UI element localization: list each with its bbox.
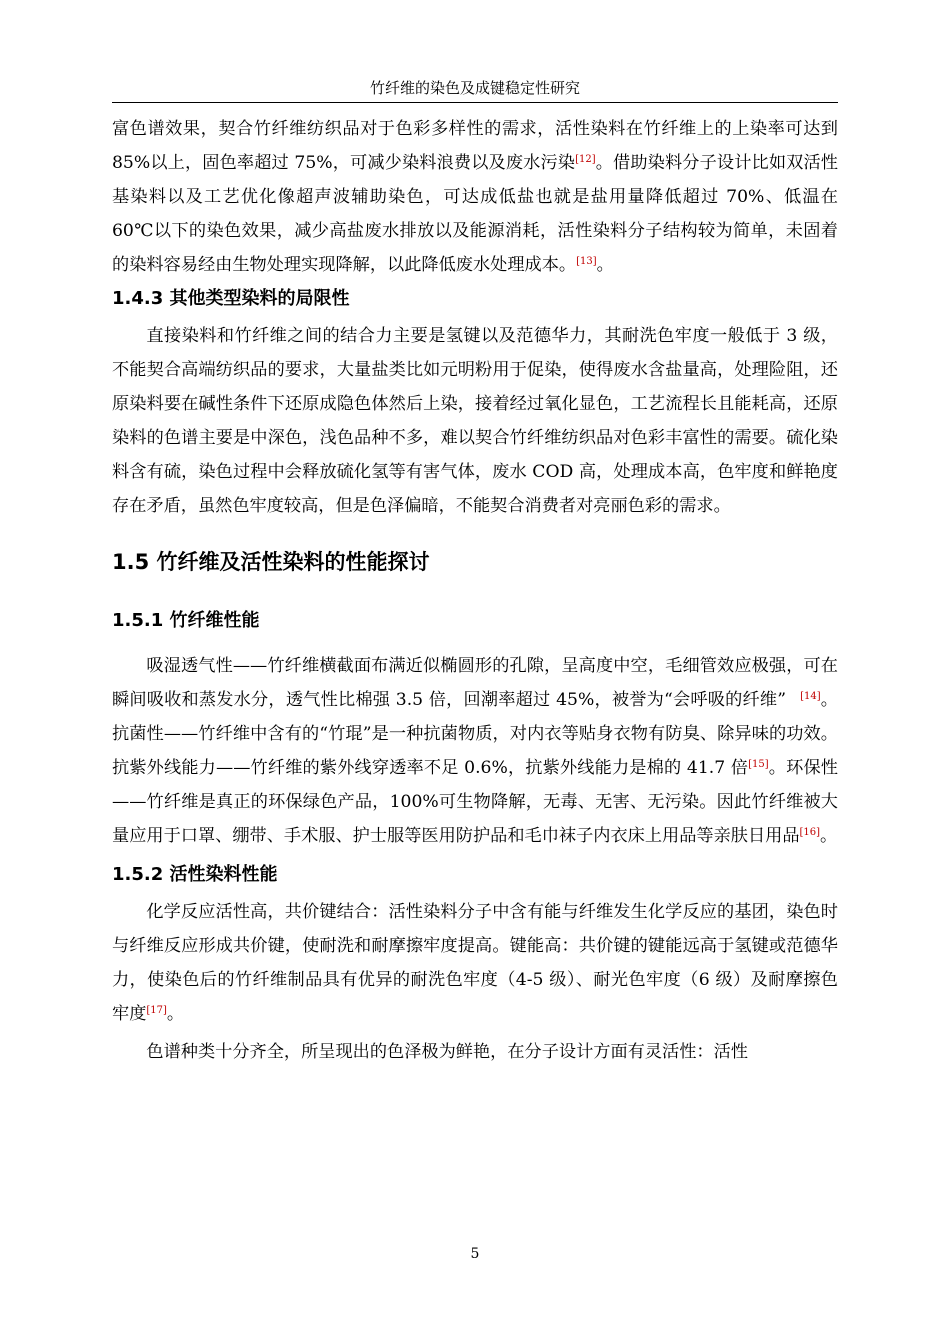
- heading-1-5: 1.5 竹纤维及活性染料的性能探讨: [112, 550, 430, 574]
- citation-15[interactable]: [15]: [748, 759, 769, 770]
- paragraph-intro: 富色谱效果，契合竹纤维纺织品对于色彩多样性的需求，活性染料在竹纤维上的上染率可达到 85%以上，固色率超过 75%，可减少染料浪费以及废水污染[12]。借助染料分子设计比如双活性基染料以及工艺优化像超声波辅助染色，可达成低盐也就是盐用量降低超过 70%、低温在 60℃以下的染色效果，减少高盐废水排放以及能源消耗，活性染料分子结构较为简单，未固着的染料容易经由生物处理实现降解，以此降低废水处理成本。[13]。: [112, 119, 838, 275]
- heading-1-4-3: 1.4.3 其他类型染料的局限性: [112, 288, 350, 309]
- citation-14[interactable]: [14]: [800, 691, 821, 702]
- header-rule: [112, 102, 838, 103]
- paragraph-1-4-3: 直接染料和竹纤维之间的结合力主要是氢键以及范德华力，其耐洗色牢度一般低于 3 级，不能契合高端纺织品的要求，大量盐类比如元明粉用于促染，使得废水含盐量高，处理险阻，还原染料要在碱性条件下还原成隐色体然后上染，接着经过氧化显色，工艺流程长且能耗高，还原染料的色谱主要是中深色，浅色品种不多，难以契合竹纤维纺织品对色彩丰富性的需要。硫化染料含有硫，染色过程中会释放硫化氢等有害气体，废水 COD 高，处理成本高，色牢度和鲜艳度存在矛盾，虽然色牢度较高，但是色泽偏暗，不能契合消费者对亮丽色彩的需求。: [112, 326, 838, 516]
- running-header: 竹纤维的染色及成键稳定性研究: [369, 79, 580, 97]
- page-number: 5: [470, 1246, 480, 1262]
- citation-16[interactable]: [16]: [799, 827, 821, 838]
- heading-1-5-1: 1.5.1 竹纤维性能: [112, 610, 260, 631]
- page-body: [112, 112, 838, 1069]
- citation-17[interactable]: [17]: [146, 1005, 167, 1016]
- paragraph-1-5-2-a: 化学反应活性高，共价键结合：活性染料分子中含有能与纤维发生化学反应的基团，染色时与纤维反应形成共价键，使耐洗和耐摩擦牢度提高。键能高：共价键的键能远高于氢键或范德华力，使染色后的竹纤维制品具有优异的耐洗色牢度（4-5 级）、耐光色牢度（6 级）及耐摩擦色牢度[17]。: [112, 902, 838, 1024]
- citation-13[interactable]: [13]: [576, 256, 597, 267]
- paragraph-1-5-1: 吸湿透气性——竹纤维横截面布满近似椭圆形的孔隙，呈高度中空，毛细管效应极强，可在瞬间吸收和蒸发水分，透气性比棉强 3.5 倍，回潮率超过 45%，被誉为“会呼吸的纤维” [14]。抗菌性——竹纤维中含有的“竹琨”是一种抗菌物质，对内衣等贴身衣物有防臭、除异味的功效。抗紫外线能力——竹纤维的紫外线穿透率不足 0.6%，抗紫外线能力是棉的 41.7 倍[15]。环保性——竹纤维是真正的环保绿色产品，100%可生物降解，无毒、无害、无污染。因此竹纤维被大量应用于口罩、绷带、手术服、护士服等医用防护品和毛巾袜子内衣床上用品等亲肤日用品[16]。: [112, 656, 838, 846]
- citation-12[interactable]: [12]: [575, 154, 596, 165]
- heading-1-5-2: 1.5.2 活性染料性能: [112, 864, 278, 885]
- paragraph-1-5-2-b: 色谱种类十分齐全，所呈现出的色泽极为鲜艳，在分子设计方面有灵活性：活性: [146, 1042, 748, 1062]
